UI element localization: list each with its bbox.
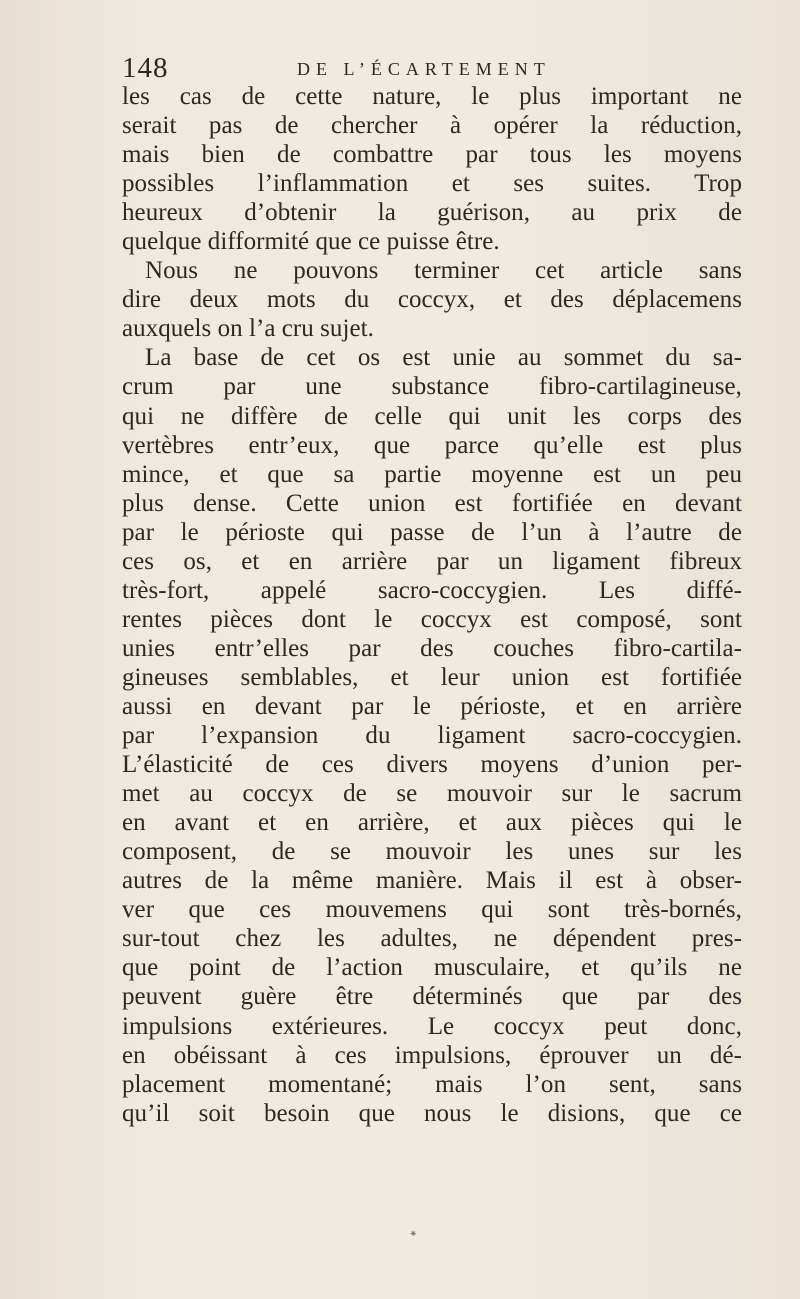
text-line-10: La base de cet os est unie au sommet du sa- xyxy=(145,344,742,372)
text-line-21: gineuses semblables, et leur union est fortifiée xyxy=(122,663,742,691)
text-line-19: rentes pièces dont le coccyx est composé, sont xyxy=(122,605,742,633)
text-line-1: les cas de cette nature, le plus important ne xyxy=(122,83,742,110)
text-line-9: auxquels on l’a cru sujet. xyxy=(122,315,374,343)
body-text xyxy=(122,82,742,1128)
text-line-8: dire deux mots du coccyx, et des déplacemens xyxy=(122,286,742,314)
text-line-23: par l’expansion du ligament sacro-coccygien. xyxy=(122,722,742,750)
text-line-18: très-fort, appelé sacro-coccygien. Les diffé- xyxy=(122,576,742,604)
text-line-13: vertèbres entr’eux, que parce qu’elle est plus xyxy=(122,431,742,459)
text-line-36: qu’il soit besoin que nous le disions, que ce xyxy=(122,1099,742,1127)
text-line-24: L’élasticité de ces divers moyens d’union per- xyxy=(122,751,742,779)
text-line-15: plus dense. Cette union est fortifiée en devant xyxy=(122,489,742,517)
text-line-7: Nous ne pouvons terminer cet article sans xyxy=(145,257,742,285)
text-line-25: met au coccyx de se mouvoir sur le sacrum xyxy=(122,780,742,808)
text-line-32: peuvent guère être déterminés que par des xyxy=(122,983,742,1011)
footer-ornament-icon: ⁕ xyxy=(409,1229,418,1240)
text-line-2: serait pas de chercher à opérer la réduction, xyxy=(122,112,742,140)
text-line-31: que point de l’action musculaire, et qu’ils ne xyxy=(122,954,742,982)
text-line-14: mince, et que sa partie moyenne est un peu xyxy=(122,460,742,488)
text-line-33: impulsions extérieures. Le coccyx peut donc, xyxy=(122,1012,742,1040)
text-line-26: en avant et en arrière, et aux pièces qui le xyxy=(122,809,742,837)
text-line-16: par le périoste qui passe de l’un à l’autre de xyxy=(122,518,742,546)
text-line-34: en obéissant à ces impulsions, éprouver un dé- xyxy=(122,1041,742,1069)
page-number: 148 xyxy=(122,52,169,84)
text-line-3: mais bien de combattre par tous les moyens xyxy=(122,141,742,169)
text-line-28: autres de la même manière. Mais il est à obser- xyxy=(122,867,742,895)
text-line-30: sur-tout chez les adultes, ne dépendent pres- xyxy=(122,925,742,953)
text-line-22: aussi en devant par le périoste, et en arrière xyxy=(122,692,742,720)
text-line-29: ver que ces mouvemens qui sont très-bornés, xyxy=(122,896,742,924)
text-line-17: ces os, et en arrière par un ligament fibreux xyxy=(122,547,742,575)
text-line-12: qui ne diffère de celle qui unit les corps des xyxy=(122,402,742,430)
text-line-6: quelque difformité que ce puisse être. xyxy=(122,228,500,256)
text-line-5: heureux d’obtenir la guérison, au prix de xyxy=(122,199,742,227)
text-line-20: unies entr’elles par des couches fibro-cartila- xyxy=(122,634,742,662)
text-line-27: composent, de se mouvoir les unes sur les xyxy=(122,838,742,866)
text-line-4: possibles l’inflammation et ses suites. Trop xyxy=(122,170,742,198)
text-line-11: crum par une substance fibro-cartilagineuse, xyxy=(122,373,742,401)
running-title: DE L’ÉCARTEMENT xyxy=(297,59,551,79)
text-line-35: placement momentané; mais l’on sent, sans xyxy=(122,1070,742,1098)
